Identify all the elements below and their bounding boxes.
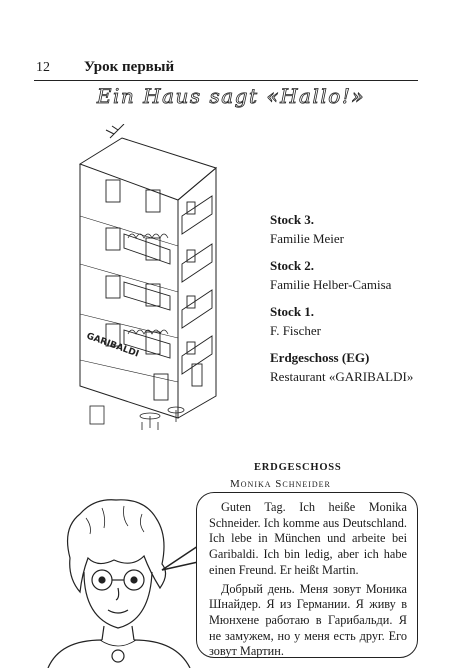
dialogue-text-russian: Добрый день. Меня зовут Моника Шнайдер. Я из Германии. Я живу в Мюнхене работаю в Гарибальди. Я не замужем, но у меня есть друг. Его зовут Мартин. [209, 581, 407, 659]
floor-entry [270, 302, 430, 340]
restaurant-sign: GARIBALDI [84, 331, 141, 360]
page-number: 12 [36, 60, 50, 75]
floor-resident: Familie Helber-Camisa [270, 277, 392, 292]
floor-title: Stock 3. [270, 212, 315, 227]
floor-resident: Familie Meier [270, 231, 345, 246]
floor-title: Stock 1. [270, 304, 315, 319]
page-title: Ein Haus sagt «Hallo!» [96, 84, 366, 108]
speech-bubble-tail [160, 540, 200, 580]
floor-entry [270, 348, 430, 386]
speaker-name: Monika Schneider [230, 478, 331, 490]
floor-title: Stock 2. [270, 258, 315, 273]
building-illustration [66, 124, 270, 436]
speech-bubble [196, 492, 418, 658]
floor-entry [270, 256, 430, 294]
floor-title: Erdgeschoss (EG) [270, 350, 370, 365]
dialogue-text-german: Guten Tag. Ich heiße Monika Schneider. Ich komme aus Deutschland. Ich lebe in München und arbeite bei Garibaldi. Ich bin ledig, aber ich habe einen Freund. Er heißt Martin. [209, 500, 407, 577]
dialogue-heading: ERDGESCHOSS [254, 462, 342, 473]
header-rule [34, 80, 418, 81]
floor-resident: Restaurant «GARIBALDI» [270, 369, 414, 384]
floor-entry [270, 210, 430, 248]
floor-list [270, 210, 430, 394]
lesson-title: Урок первый [84, 59, 175, 75]
floor-resident: F. Fischer [270, 323, 321, 338]
